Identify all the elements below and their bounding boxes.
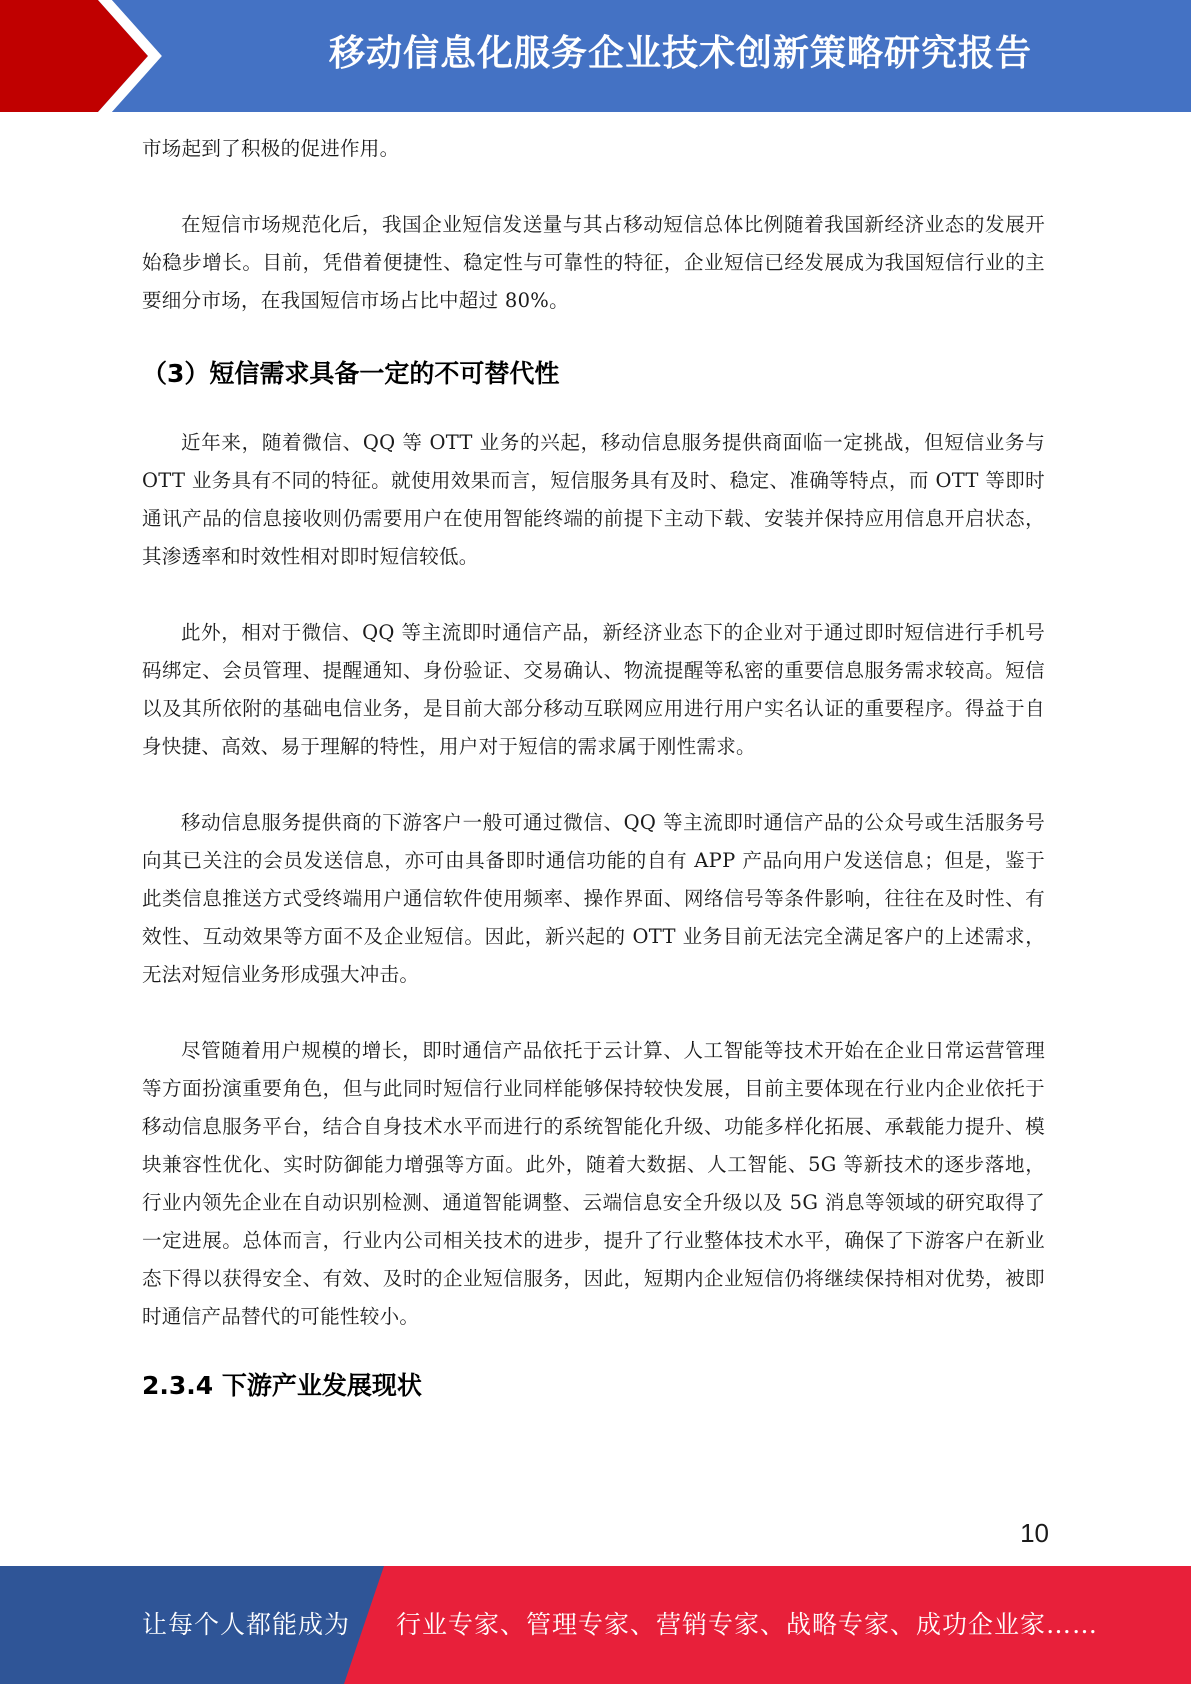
paragraph: 近年来，随着微信、QQ 等 OTT 业务的兴起，移动信息服务提供商面临一定挑战，但短信业务与 OTT 业务具有不同的特征。就使用效果而言，短信服务具有及时、稳定、准确等特点，而 OTT 等即时通讯产品的信息接收则仍需要用户在使用智能终端的前提下主动下载、安装并保持应用信息开启状态，其渗透率和时效性相对即时短信较低。 — [142, 431, 1045, 568]
report-title: 移动信息化服务企业技术创新策略研究报告 — [328, 33, 1032, 74]
paragraph: 市场起到了积极的促进作用。 — [142, 137, 400, 160]
section-heading: 2.3.4 下游产业发展现状 — [142, 1371, 422, 1400]
paragraph: 此外，相对于微信、QQ 等主流即时通信产品，新经济业态下的企业对于通过即时短信进行手机号码绑定、会员管理、提醒通知、身份验证、交易确认、物流提醒等私密的重要信息服务需求较高。短信以及其所依附的基础电信业务，是目前大部分移动互联网应用进行用户实名认证的重要程序。得益于自身快捷、高效、易于理解的特性，用户对于短信的需求属于刚性需求。 — [142, 621, 1045, 758]
section-heading: （3）短信需求具备一定的不可替代性 — [142, 359, 560, 388]
header-banner — [0, 0, 1191, 112]
footer-slogan-left: 让每个人都能成为 — [142, 1610, 351, 1639]
footer-banner — [0, 1566, 1191, 1684]
paragraph: 移动信息服务提供商的下游客户一般可通过微信、QQ 等主流即时通信产品的公众号或生活服务号向其已关注的会员发送信息，亦可由具备即时通信功能的自有 APP 产品向用户发送信息；但是，鉴于此类信息推送方式受终端用户通信软件使用频率、操作界面、网络信号等条件影响，往往在及时性、有效性、互动效果等方面不及企业短信。因此，新兴起的 OTT 业务目前无法完全满足客户的上述需求，无法对短信业务形成强大冲击。 — [142, 811, 1045, 986]
footer-slogan-right: 行业专家、管理专家、营销专家、战略专家、成功企业家…… — [396, 1610, 1099, 1639]
paragraph: 在短信市场规范化后，我国企业短信发送量与其占移动短信总体比例随着我国新经济业态的发展开始稳步增长。目前，凭借着便捷性、稳定性与可靠性的特征，企业短信已经发展成为我国短信行业的主要细分市场，在我国短信市场占比中超过 80%。 — [142, 213, 1045, 312]
document-body — [142, 130, 1045, 1406]
paragraph: 尽管随着用户规模的增长，即时通信产品依托于云计算、人工智能等技术开始在企业日常运营管理等方面扮演重要角色，但与此同时短信行业同样能够保持较快发展，目前主要体现在行业内企业依托于移动信息服务平台，结合自身技术水平而进行的系统智能化升级、功能多样化拓展、承载能力提升、模块兼容性优化、实时防御能力增强等方面。此外，随着大数据、人工智能、5G 等新技术的逐步落地，行业内领先企业在自动识别检测、通道智能调整、云端信息安全升级以及 5G 消息等领域的研究取得了一定进展。总体而言，行业内公司相关技术的进步，提升了行业整体技术水平，确保了下游客户在新业态下得以获得安全、有效、及时的企业短信服务，因此，短期内企业短信仍将继续保持相对优势，被即时通信产品替代的可能性较小。 — [142, 1039, 1045, 1328]
page-number: 10 — [1020, 1518, 1049, 1548]
header-arrow-decoration — [0, 0, 180, 112]
